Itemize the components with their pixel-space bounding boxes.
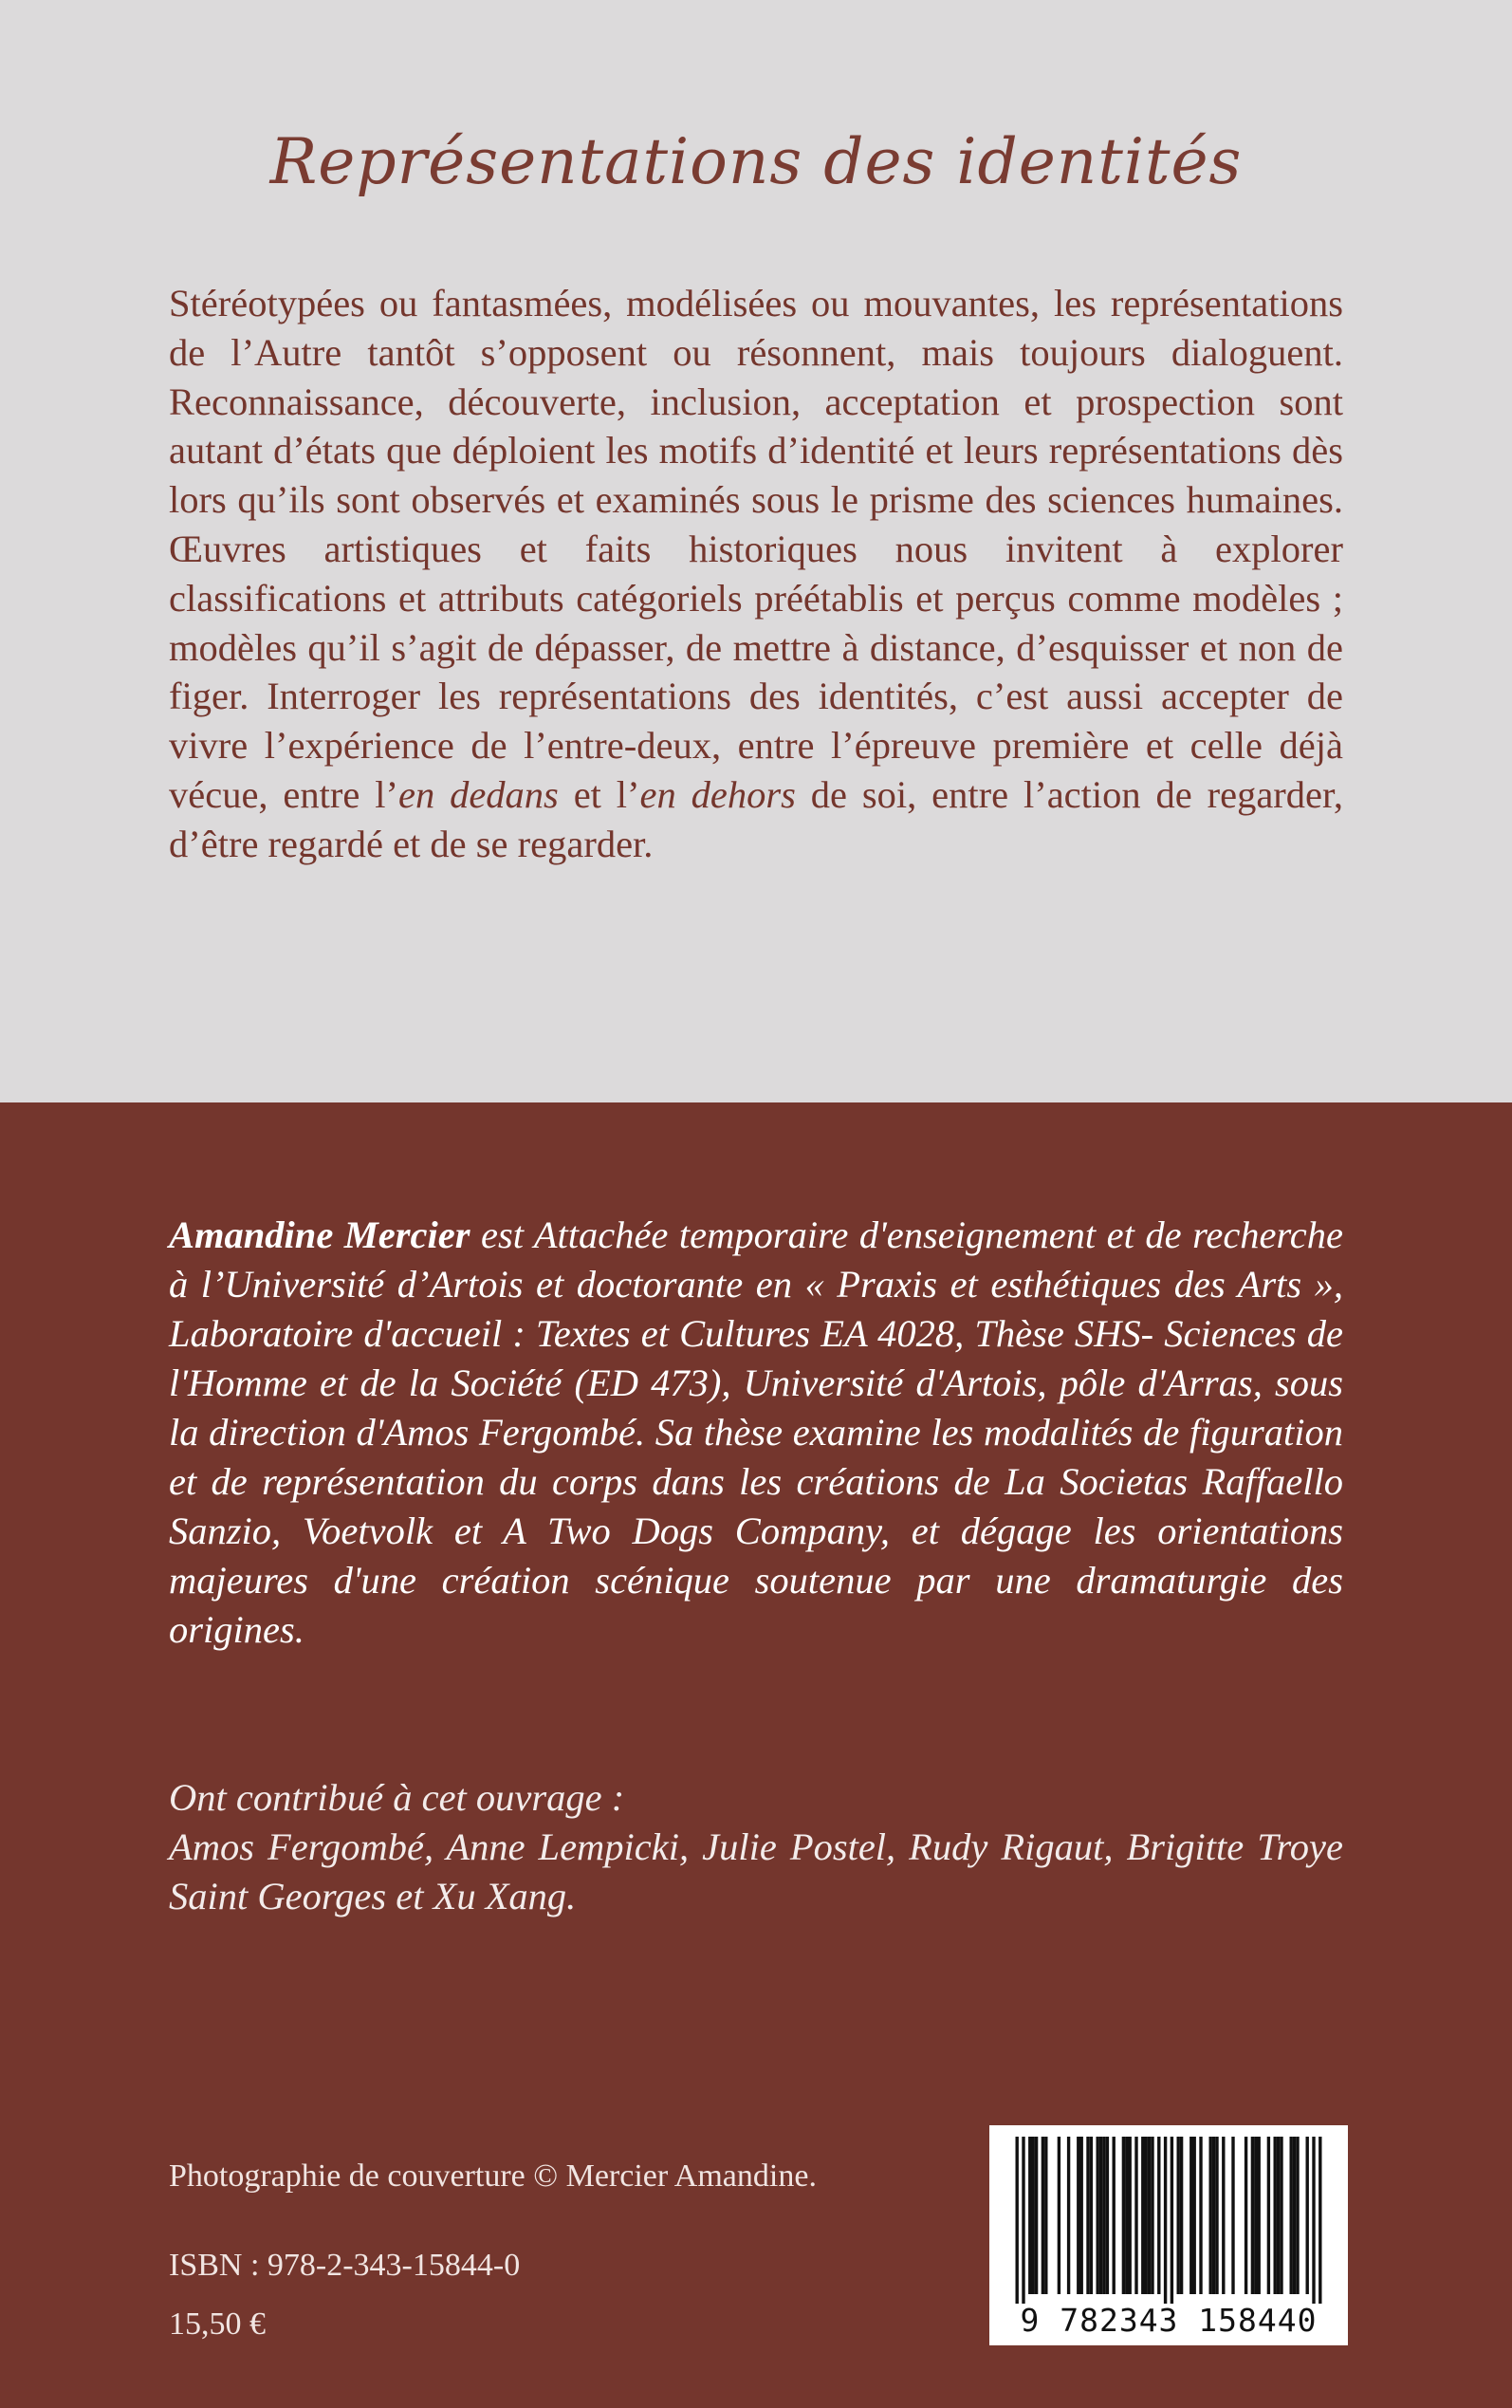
barcode-bar [1306,2137,1309,2294]
barcode-bar [1129,2137,1132,2294]
barcode-bar [1077,2137,1079,2294]
barcode-bar [1277,2137,1280,2294]
book-price: 15,50 € [169,2306,266,2342]
summary-text-2: et l’ [558,772,640,816]
barcode-bar [1099,2137,1102,2294]
barcode-bar [1293,2137,1296,2294]
barcode-bar [1180,2137,1183,2294]
summary-text-3: de soi, entre l’action de regarder, d’être regardé et de se regarder. [169,772,1344,865]
barcode-digits: 9 782343 158440 [1020,2302,1318,2339]
contributors-heading: Ont contribué à cet ouvrage : [169,1776,625,1819]
barcode-bar [1080,2137,1083,2294]
barcode-bar [1258,2137,1261,2294]
barcode-bar [1290,2137,1293,2294]
summary-emphasis-outside: en dehors [639,772,796,816]
barcode-bar [1254,2137,1257,2294]
barcode-bar [1042,2137,1044,2294]
barcode-bar [1102,2137,1105,2294]
barcode-bar [1058,2137,1060,2294]
barcode-bar [1032,2137,1035,2294]
barcode-bar [1044,2137,1047,2294]
barcode-bar [1151,2137,1153,2294]
barcode-bar [1035,2137,1038,2294]
barcode-bar [1222,2137,1225,2294]
barcode-bar [1177,2137,1180,2294]
author-bio-text: est Attachée temporaire d'enseignement et de recherche à l’Université d’Artois et doctorante en « Praxis et esthétiques des Arts », Laboratoire d'accueil : Textes et Cultures EA 4028, Thèse SHS- Sciences de l'Homme et de la Société (ED 473), Université d'Artois, pôle d'Arras, sous la direction d'Amos Fergombé. Sa thèse examine les modalités de figuration et de représentation du corps dans les créations de La Societas Raffaello Sanzio, Voetvolk et A Two Dogs Company, et dégage les orientations majeures d'une création scénique soutenue par une dramaturgie des origines. [169,1213,1343,1651]
book-summary [169,279,1343,869]
contributors-list: Amos Fergombé, Anne Lempicki, Julie Postel, Rudy Rigaut, Brigitte Troye Saint Georges et Xu Xang. [169,1825,1343,1917]
barcode-bar [1125,2137,1128,2294]
barcode-bar [1296,2137,1299,2294]
barcode-bar [1267,2137,1270,2294]
barcode-bar [1113,2137,1116,2294]
barcode-bar [1086,2137,1089,2294]
barcode-bar [1164,2137,1167,2304]
barcode-bar [1212,2137,1215,2294]
summary-panel [0,0,1512,1102]
barcode-bar [1134,2137,1137,2294]
barcode-bar [1189,2137,1192,2294]
summary-emphasis-inside: en dedans [397,772,559,816]
summary-text-1: Stéréotypées ou fantasmées, modélisées ou mouvantes, les représentations de l’Autre tantôt s’opposent ou résonnent, mais toujours dialoguent. Reconnaissance, découverte, inclusion, acceptation et prospection sont autant d’états que déploient les motifs d’identité et leurs représentations dès lors qu’ils sont observés et examinés sous le prisme des sciences humaines. Œuvres artistiques et faits historiques nous invitent à explorer classifications et attributs catégoriels préétablis et perçus comme modèles ; modèles qu’il s’agit de dépasser, de mettre à distance, d’esquisser et non de figer. Interroger les représentations des identités, c’est aussi accepter de vivre l’expérience de l’entre-deux, entre l’épreuve première et celle déjà vécue, entre l’ [169,282,1343,816]
barcode-bar [1148,2137,1151,2294]
author-name: Amandine Mercier [169,1213,470,1256]
barcode-bar [1022,2137,1024,2304]
isbn-number: ISBN : 978-2-343-15844-0 [169,2248,521,2283]
barcode-bar [1171,2137,1173,2304]
book-title: Représentations des identités [269,125,1243,198]
barcode-bar [1122,2137,1125,2294]
barcode-bar [1090,2137,1093,2294]
barcode-bar [1251,2137,1254,2294]
barcode-bar [1067,2137,1070,2294]
barcode-bar [1097,2137,1099,2294]
barcode-bar [1274,2137,1277,2294]
barcode-bar [1280,2137,1282,2294]
barcode-bar [1028,2137,1031,2294]
barcode-bar [1215,2137,1218,2294]
barcode-bars [1001,2137,1337,2304]
barcode-bar [1209,2137,1212,2294]
barcode-bar [1312,2137,1315,2304]
barcode-bar [1145,2137,1148,2294]
barcode-bar [1106,2137,1109,2294]
barcode-bar [1016,2137,1019,2304]
barcode-bar [1199,2137,1202,2294]
barcode [989,2125,1348,2345]
barcode-bar [1193,2137,1196,2294]
barcode-bar [1141,2137,1144,2294]
barcode-bar [1318,2137,1321,2304]
barcode-bar [1245,2137,1247,2294]
author-bio [169,1211,1343,1655]
photo-credit: Photographie de couverture © Mercier Amandine. [169,2158,817,2194]
barcode-bar [1157,2137,1160,2294]
barcode-bar [1231,2137,1234,2294]
